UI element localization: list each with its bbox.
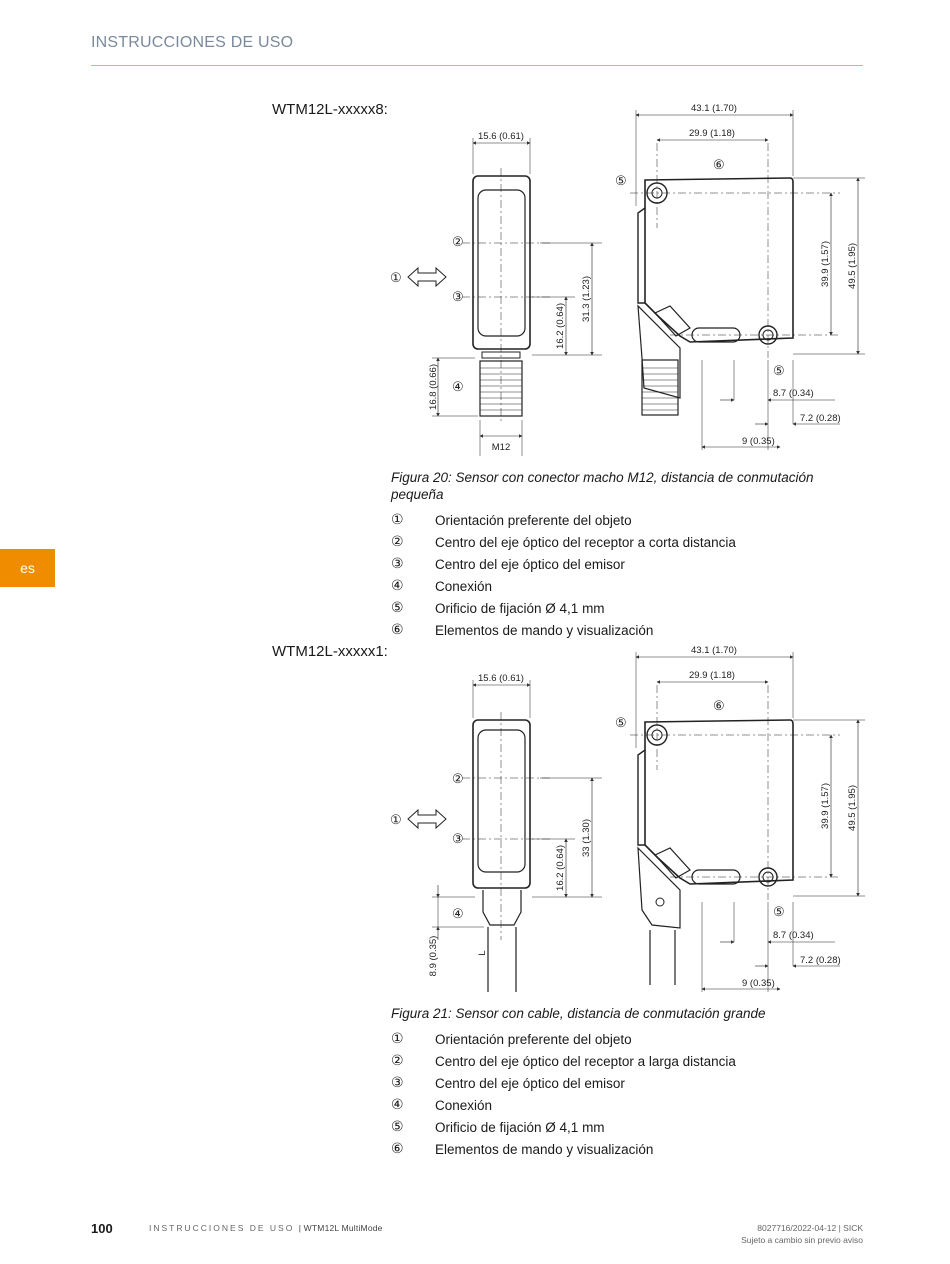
dim-offset-2: 7.2 (0.28): [800, 413, 841, 424]
dim-optic-low: 16.2 (0.64): [555, 303, 566, 349]
callout-5-top: ⑤: [615, 173, 627, 188]
dim-width-front: 15.6 (0.61): [478, 673, 524, 684]
callout-1: ①: [390, 812, 402, 827]
legend-item: ④ Conexión: [391, 578, 493, 594]
footer-doc-code: 8027716/2022-04-12 | SICK: [757, 1223, 863, 1233]
figure-1-caption: Figura 20: Sensor con conector macho M12, distancia de conmutación pequeña: [391, 470, 814, 502]
dim-offset-1: 8.7 (0.34): [773, 930, 814, 941]
dim-cable-length: L: [477, 950, 488, 956]
figure-1-drawing: [380, 98, 870, 458]
callout-5-bottom: ⑤: [773, 904, 785, 919]
callout-3: ③: [452, 289, 464, 304]
dim-connector-length: 8.9 (0.35): [428, 935, 439, 977]
dim-height-inner: 39.9 (1.57): [820, 241, 831, 287]
figure-2-drawing: [380, 640, 870, 1000]
figure-2-model-label: WTM12L-xxxxx1:: [272, 643, 388, 660]
figure-2-legend: [391, 1028, 736, 1160]
legend-item: ③ Centro del eje óptico del emisor: [391, 1075, 625, 1091]
legend-item: ⑥ Elementos de mando y visualización: [391, 622, 654, 638]
dim-overall-width: 43.1 (1.70): [691, 645, 737, 656]
dim-offset-2: 7.2 (0.28): [800, 955, 841, 966]
callout-5-top: ⑤: [615, 715, 627, 730]
footer-doc-note: Sujeto a cambio sin previo aviso: [741, 1235, 863, 1245]
dim-overall-width: 43.1 (1.70): [691, 103, 737, 114]
callout-6: ⑥: [713, 698, 725, 713]
footer-document-title: INSTRUCCIONES DE USO | WTM12L MultiMode: [149, 1223, 383, 1233]
callout-2: ②: [452, 234, 464, 249]
dim-height-total: 49.5 (1.95): [847, 243, 858, 289]
page-number: 100: [91, 1221, 113, 1236]
callout-6: ⑥: [713, 157, 725, 172]
callout-4: ④: [452, 906, 464, 921]
dim-optic-high: 31.3 (1.23): [581, 276, 592, 322]
dim-optic-high: 33 (1.30): [581, 818, 592, 858]
dim-offset-1: 8.7 (0.34): [773, 388, 814, 399]
figure-1-model-label: WTM12L-xxxxx8:: [272, 101, 388, 118]
callout-2: ②: [452, 771, 464, 786]
legend-item: ① Orientación preferente del objeto: [391, 512, 632, 528]
dim-thread: M12: [491, 442, 511, 453]
dim-hole-spacing: 29.9 (1.18): [689, 128, 735, 139]
legend-item: ④ Conexión: [391, 1097, 493, 1113]
language-tab[interactable]: es: [0, 549, 55, 587]
dim-hole-spacing: 29.9 (1.18): [689, 670, 735, 681]
legend-item: ⑤ Orificio de fijación Ø 4,1 mm: [391, 600, 605, 616]
callout-3: ③: [452, 831, 464, 846]
legend-item: ① Orientación preferente del objeto: [391, 1031, 632, 1047]
figure-2-caption: Figura 21: Sensor con cable, distancia de conmutación grande: [391, 1006, 766, 1021]
dim-connector-length: 16.8 (0.66): [428, 364, 439, 410]
legend-item: ⑥ Elementos de mando y visualización: [391, 1141, 654, 1157]
dim-height-total: 49.5 (1.95): [847, 785, 858, 831]
dim-offset-3: 9 (0.35): [742, 436, 775, 447]
dim-optic-low: 16.2 (0.64): [555, 845, 566, 891]
page-header-title: INSTRUCCIONES DE USO: [91, 34, 294, 51]
dim-offset-3: 9 (0.35): [742, 978, 775, 989]
callout-1: ①: [390, 270, 402, 285]
footer-document-info: [741, 1222, 863, 1246]
legend-item: ⑤ Orificio de fijación Ø 4,1 mm: [391, 1119, 605, 1135]
callout-4: ④: [452, 379, 464, 394]
legend-item: ② Centro del eje óptico del receptor a larga distancia: [391, 1053, 736, 1069]
header-divider: [91, 65, 863, 66]
callout-5-bottom: ⑤: [773, 363, 785, 378]
dim-height-inner: 39.9 (1.57): [820, 783, 831, 829]
legend-item: ② Centro del eje óptico del receptor a corta distancia: [391, 534, 736, 550]
dim-width-front: 15.6 (0.61): [478, 131, 524, 142]
legend-item: ③ Centro del eje óptico del emisor: [391, 556, 625, 572]
figure-1-legend: [391, 509, 736, 641]
